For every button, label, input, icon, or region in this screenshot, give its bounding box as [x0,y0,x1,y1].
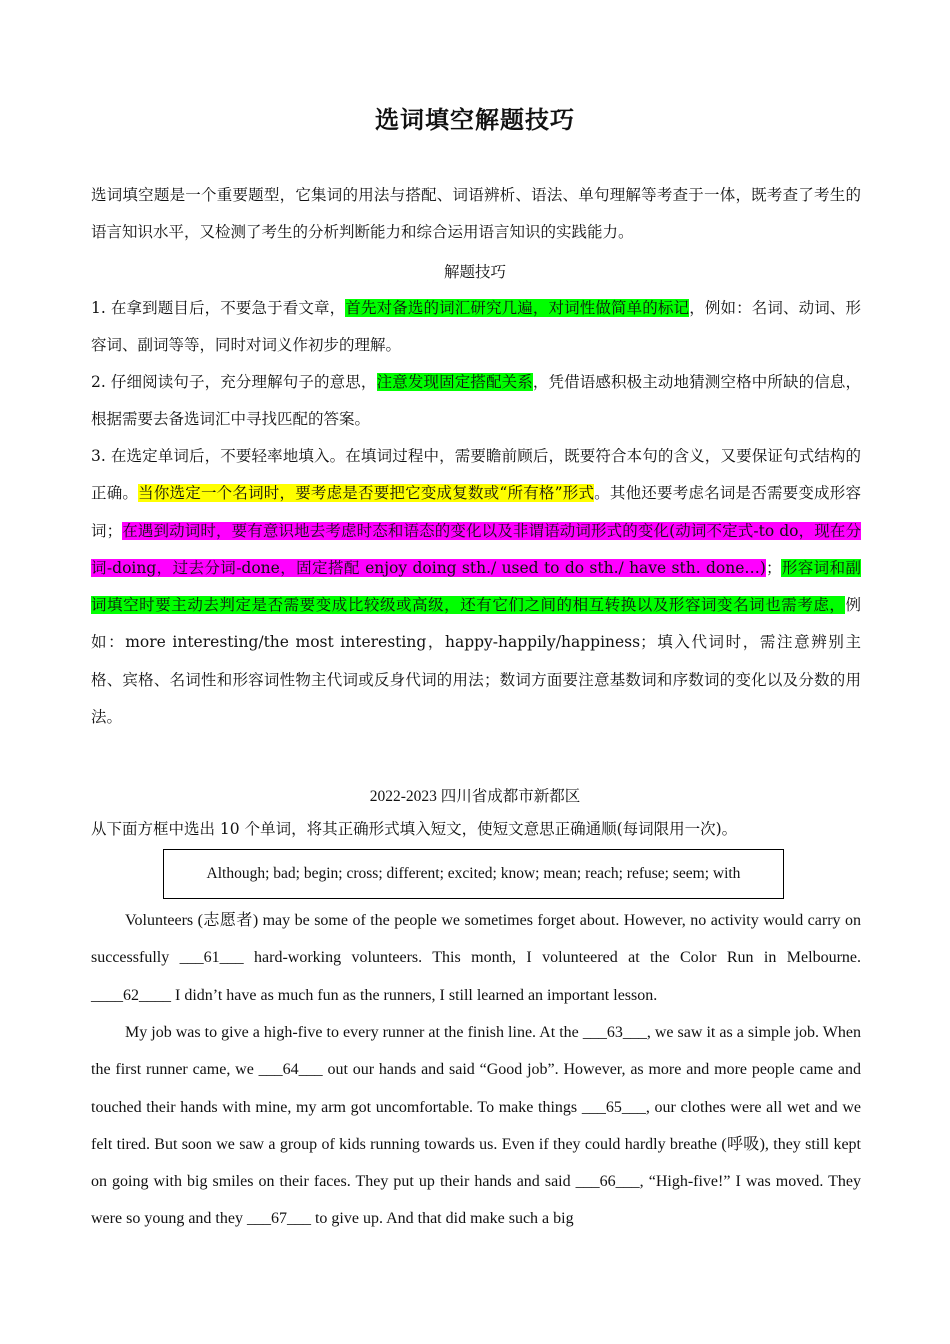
exam-source: 2022-2023 四川省成都市新都区 [369,788,581,805]
tip-3-mid-2: ； [765,558,782,577]
tip-2-pre: 2. 仔细阅读句子，充分理解句子的意思， [91,373,377,391]
tip-3-green-highlight: 形容词和副词填空时要主动去判定是否需要变成比较级或高级，还有它们之间的相互转换以及形容词变名词也需考虑， [91,558,861,615]
tip-3-pre: 3. 在选定单词后，不要轻率地填入。在填词过程中，需要瞻前顾后，既要符合本句的含义，又要保证句式结构的正确。 [91,447,861,503]
passage-paragraph-2: My job was to give a high-five to every runner at the finish line. At the ___63___, we saw it as a simple job. When the first runner came, we ___64___ out our hands and said “Good job”. However, as more and more people came and touched their hands with mine, my arm got uncomfortable. To make things ___65___, our clothes were all wet and we felt tired. But soon we saw a group of kids running towards us. Even if they could hardly breathe (呼吸), they still kept on going with big smiles on their faces. They put up their hands and said ___66___, “High-five!” I was moved. They were so young and they ___67___ to give up. And that did make such a big [91,1024,861,1228]
tip-3-mid-1: 。其他还要考虑名词是否需要变成形容词； [91,484,861,540]
tip-2-post: ，凭借语感积极主动地猜测空格中所缺的信息，根据需要去备选词汇中寻找匹配的答案。 [91,373,861,429]
tips-heading: 解题技巧 [443,263,506,281]
tip-1 [91,290,861,365]
tip-2 [91,364,861,439]
tip-1-pre: 1. 在拿到题目后，不要急于看文章， [91,299,346,317]
tip-3-yellow-highlight: 当你选定一个名词时，要考虑是否要把它变成复数或“所有格”形式 [138,484,595,503]
tip-1-highlight: 首先对备选的词汇研究几遍，对词性做简单的标记 [345,299,690,317]
passage-paragraph-1: Volunteers (志愿者) may be some of the people we sometimes forget about. However, no activity would carry on successfully ___61___ hard-working volunteers. This month, I volunteered at the Color Run in Melbourne. ____62____ I didn’t have as much fun as the runners, I still learned an important lesson. [91,912,861,1004]
tip-3-magenta-highlight: 在遇到动词时，要有意识地去考虑时态和语态的变化以及非谓语动词形式的变化(动词不定式-to do，现在分词-doing，过去分词-done，固定搭配 enjoy doing sth./ used to do sth./ have sth. done…) [91,521,861,577]
tip-3 [91,438,861,736]
word-box: Although; bad; begin; cross; different; excited; know; mean; reach; refuse; seem; with [163,849,784,899]
intro-paragraph: 选词填空题是一个重要题型，它集词的用法与搭配、词语辨析、语法、单句理解等考查于一体，既考查了考生的语言知识水平，又检测了考生的分析判断能力和综合运用语言知识的实践能力。 [91,186,861,242]
tip-1-post: ，例如：名词、动词、形容词、副词等等，同时对词义作初步的理解。 [91,299,861,355]
page-title: 选词填空解题技巧 [375,105,575,134]
tip-3-post: 例如：more interesting/the most interesting，happy-happily/happiness；填入代词时，需注意辨别主格、宾格、名词性和形容词性物主代词或反身代词的用法；数词方面要注意基数词和序数词的变化以及分数的用法。 [91,596,861,727]
tip-2-highlight: 注意发现固定搭配关系 [376,373,533,391]
instruction: 从下面方框中选出 10 个单词，将其正确形式填入短文，使短文意思正确通顺(每词限用一次)。 [91,820,738,838]
